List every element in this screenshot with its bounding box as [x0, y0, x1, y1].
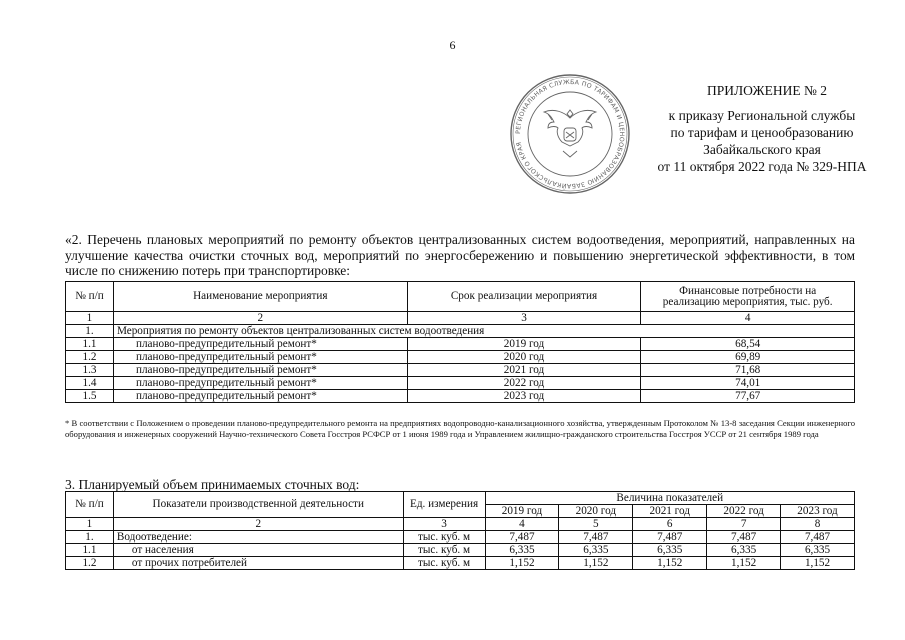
row-amount: 69,89	[641, 351, 855, 364]
table-row	[66, 364, 855, 377]
row-value: 6,335	[559, 544, 633, 557]
table-row	[66, 544, 855, 557]
row-value: 6,335	[707, 544, 781, 557]
header-unit: Ед. измерения	[403, 492, 485, 518]
row-value: 7,487	[707, 531, 781, 544]
coat-of-arms-icon	[544, 110, 596, 157]
table-row	[66, 377, 855, 390]
header-name: Показатели производственной деятельности	[113, 492, 403, 518]
row-value: 1,152	[633, 557, 707, 570]
table-row	[66, 351, 855, 364]
header-num: № п/п	[66, 492, 114, 518]
header-year: 2022 год	[707, 505, 781, 518]
row-amount: 71,68	[641, 364, 855, 377]
row-unit: тыс. куб. м	[403, 544, 485, 557]
group-row	[66, 325, 855, 338]
col-number: 2	[113, 312, 407, 325]
table-row	[66, 390, 855, 403]
page-number: 6	[449, 38, 456, 52]
table-header-row	[66, 492, 855, 505]
row-amount: 68,54	[641, 338, 855, 351]
wastewater-volume-table	[65, 491, 855, 570]
row-value: 6,335	[633, 544, 707, 557]
row-year: 2023 год	[407, 390, 641, 403]
header-finance: Финансовые потребности на реализацию мероприятия, тыс. руб.	[641, 282, 855, 312]
table-row	[66, 338, 855, 351]
table-header-row	[66, 282, 855, 312]
appendix-line-3: Забайкальского края	[703, 142, 821, 157]
group-label: Мероприятия по ремонту объектов централизованных систем водоотведения	[113, 325, 854, 338]
appendix-line-1: к приказу Региональной службы	[668, 108, 856, 123]
row-value: 1,152	[707, 557, 781, 570]
header-year: 2019 год	[485, 505, 559, 518]
column-number-row	[66, 312, 855, 325]
table-row	[66, 557, 855, 570]
row-name: планово-предупредительный ремонт*	[113, 338, 407, 351]
col-number: 3	[403, 518, 485, 531]
row-year: 2021 год	[407, 364, 641, 377]
row-unit: тыс. куб. м	[403, 531, 485, 544]
official-stamp	[508, 72, 632, 196]
header-value: Величина показателей	[485, 492, 855, 505]
row-name: от прочих потребителей	[113, 557, 403, 570]
column-number-row	[66, 518, 855, 531]
appendix-line-4: от 11 октября 2022 года № 329-НПА	[657, 159, 867, 174]
row-name: Водоотведение:	[113, 531, 403, 544]
row-value: 7,487	[633, 531, 707, 544]
col-number: 8	[781, 518, 855, 531]
group-num: 1.	[66, 325, 114, 338]
row-num: 1.	[66, 531, 114, 544]
row-name: планово-предупредительный ремонт*	[113, 351, 407, 364]
col-number: 1	[66, 312, 114, 325]
row-value: 1,152	[559, 557, 633, 570]
header-year: 2020 год	[559, 505, 633, 518]
col-number: 5	[559, 518, 633, 531]
row-value: 7,487	[485, 531, 559, 544]
row-year: 2019 год	[407, 338, 641, 351]
row-num: 1.3	[66, 364, 114, 377]
appendix-line-2: по тарифам и ценообразованию	[670, 125, 854, 140]
row-value: 1,152	[781, 557, 855, 570]
row-num: 1.4	[66, 377, 114, 390]
table-row	[66, 531, 855, 544]
appendix-title: ПРИЛОЖЕНИЕ № 2	[706, 83, 828, 98]
row-amount: 77,67	[641, 390, 855, 403]
row-num: 1.2	[66, 351, 114, 364]
row-num: 1.5	[66, 390, 114, 403]
row-num: 1.2	[66, 557, 114, 570]
header-num: № п/п	[66, 282, 114, 312]
header-name: Наименование мероприятия	[113, 282, 407, 312]
row-unit: тыс. куб. м	[403, 557, 485, 570]
col-number: 6	[633, 518, 707, 531]
measures-table	[65, 281, 855, 403]
row-num: 1.1	[66, 338, 114, 351]
row-value: 7,487	[781, 531, 855, 544]
row-name: планово-предупредительный ремонт*	[113, 390, 407, 403]
col-number: 3	[407, 312, 641, 325]
stamp-ring-text: РЕГИОНАЛЬНАЯ СЛУЖБА ПО ТАРИФАМ И ЦЕНООБРАЗОВАНИЮ ЗАБАЙКАЛЬСКОГО КРАЯ	[514, 78, 626, 190]
row-year: 2022 год	[407, 377, 641, 390]
footnote: * В соответствии с Положением о проведении планово-предупредительного ремонта на предприятиях водопроводно-канализационного хозяйства, утвержденным Протоколом № 13-8 заседания Секции инженерного оборудования и инженерных сооружений Научно-технического Совета Госстроя РСФСР от 1 июня 1989 года и Управлением жилищно-гражданского строительства Госстроя УССР от 21 сентября 1989 года	[65, 418, 855, 439]
row-name: от населения	[113, 544, 403, 557]
col-number: 4	[641, 312, 855, 325]
row-value: 6,335	[781, 544, 855, 557]
row-amount: 74,01	[641, 377, 855, 390]
col-number: 7	[707, 518, 781, 531]
section-3-title: 3. Планируемый объем принимаемых сточных вод:	[65, 477, 360, 492]
col-number: 1	[66, 518, 114, 531]
header-year: 2023 год	[781, 505, 855, 518]
col-number: 2	[113, 518, 403, 531]
row-year: 2020 год	[407, 351, 641, 364]
row-value: 6,335	[485, 544, 559, 557]
row-value: 1,152	[485, 557, 559, 570]
appendix-block	[622, 82, 902, 175]
col-number: 4	[485, 518, 559, 531]
row-name: планово-предупредительный ремонт*	[113, 364, 407, 377]
row-num: 1.1	[66, 544, 114, 557]
section-2-title: «2. Перечень плановых мероприятий по ремонту объектов централизованных систем водоотведения, мероприятий, направленных на улучшение качества очистки сточных вод, мероприятий по энергосбережению и повышению энергетической эффективности, в том числе по снижению потерь при транспортировке:	[65, 232, 855, 278]
row-name: планово-предупредительный ремонт*	[113, 377, 407, 390]
header-period: Срок реализации мероприятия	[407, 282, 641, 312]
header-year: 2021 год	[633, 505, 707, 518]
row-value: 7,487	[559, 531, 633, 544]
